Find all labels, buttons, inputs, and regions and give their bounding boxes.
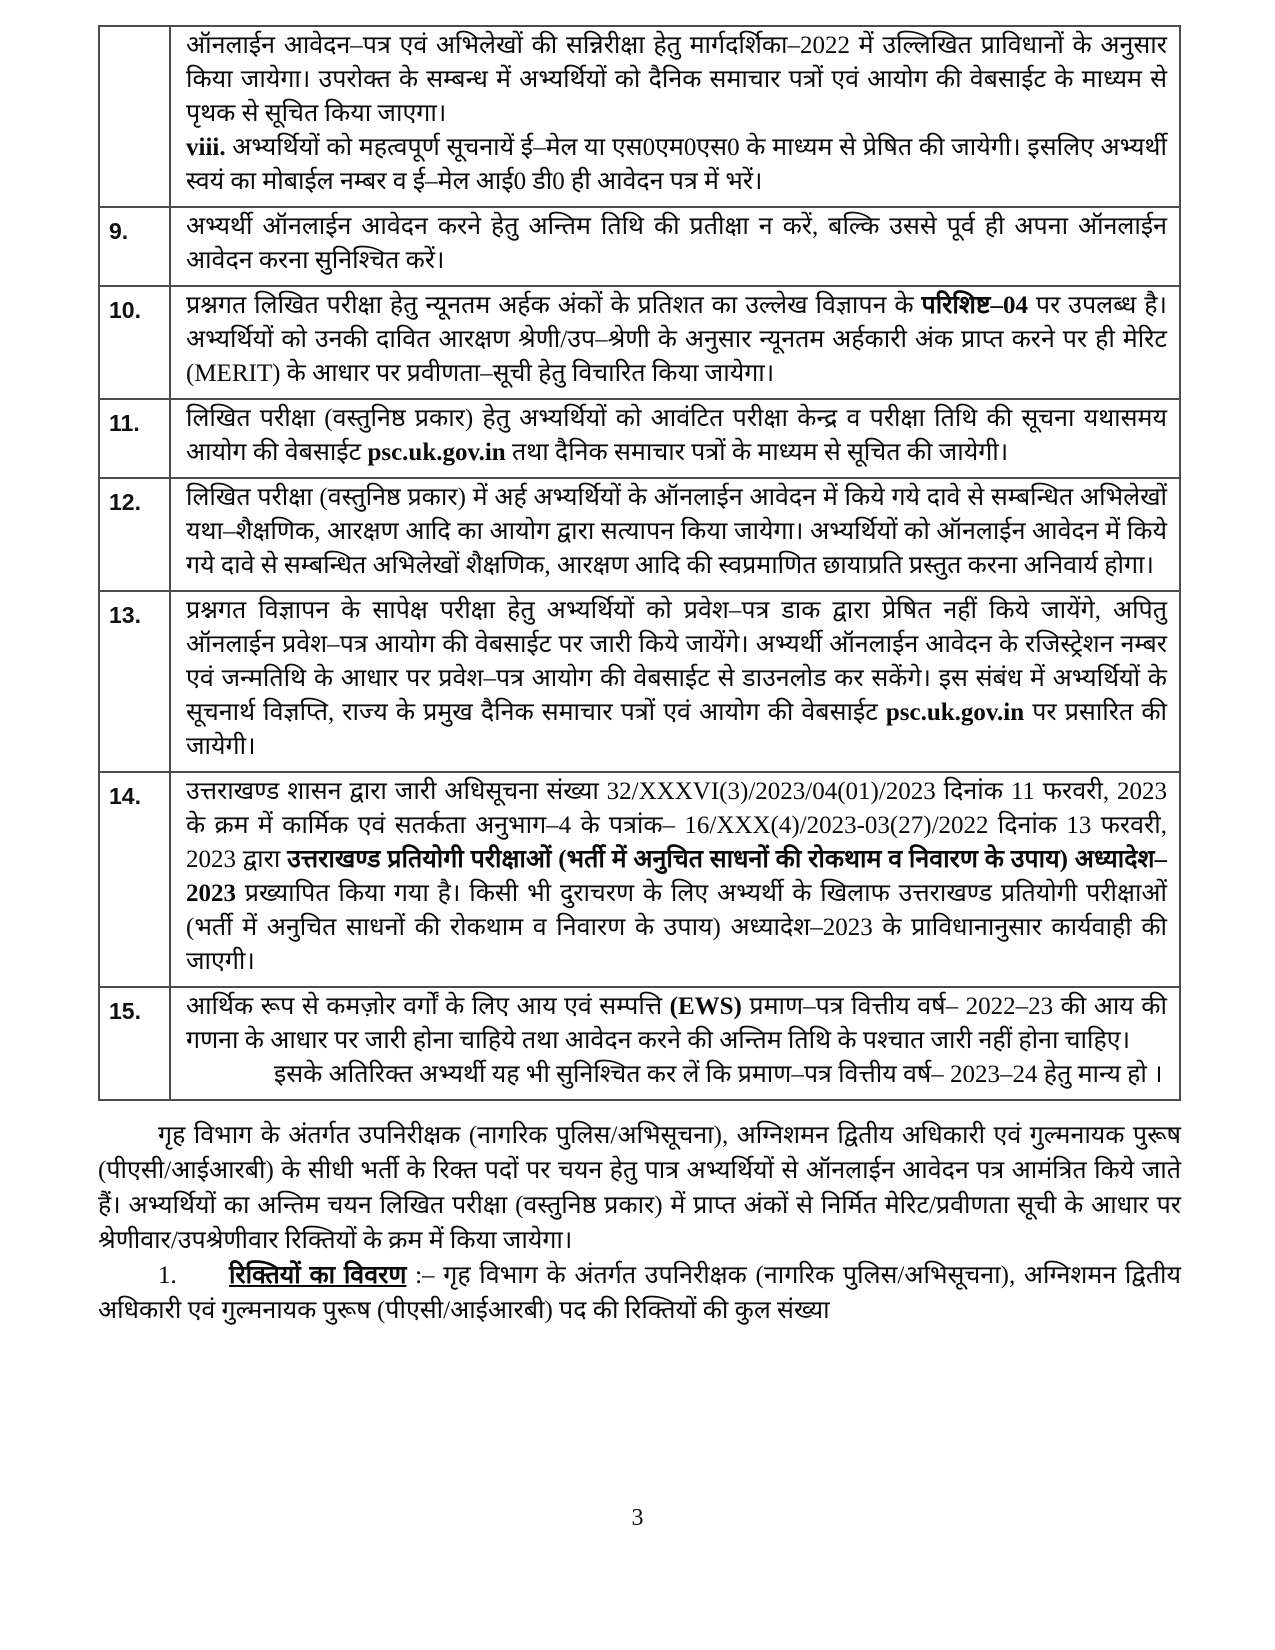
body-paragraph [98, 1258, 1181, 1328]
text-run: प्रश्नगत लिखित परीक्षा हेतु न्यूनतम अर्हक अंकों के प्रतिशत का उल्लेख विज्ञापन के [186, 292, 922, 319]
text-run: लिखित परीक्षा (वस्तुनिष्ठ प्रकार) हेतु अभ्यर्थियों को आवंटित परीक्षा केन्द्र व परीक्षा तिथि की सूचना यथासमय आयोग की वेबसाईट [186, 405, 1167, 466]
text-run: 1. [158, 1262, 229, 1289]
row-content [170, 207, 1180, 286]
text-run: अभ्यर्थियों को महत्वपूर्ण सूचनायें ई–मेल या एस0एम0एस0 के माध्यम से प्रेषित की जायेगी। इसलिए अभ्यर्थी स्वयं का मोबाईल नम्बर व ई–मेल आई0 डी0 ही आवेदन पत्र में भरें। [186, 134, 1167, 195]
row-content [170, 987, 1180, 1100]
row-number: 11. [99, 399, 170, 478]
notice-table-body [99, 26, 1180, 1100]
table-row [99, 478, 1180, 591]
row-number [99, 26, 170, 207]
clause-paragraph [186, 289, 1167, 391]
row-number: 10. [99, 286, 170, 399]
clause-paragraph [186, 481, 1167, 583]
clause-paragraph [186, 594, 1167, 764]
table-row [99, 772, 1180, 987]
text-run: उत्तराखण्ड प्रतियोगी परीक्षाओं (भर्ती में अनुचित साधनों की रोकथाम व निवारण के उपाय) अध्यादेश–2023 [186, 846, 1167, 907]
text-run: प्रख्यापित किया गया है। किसी भी दुराचरण के लिए अभ्यर्थी के खिलाफ उत्तराखण्ड प्रतियोगी परीक्षाओं (भर्ती में अनुचित साधनों की रोकथाम व निवारण के उपाय) अध्यादेश–2023 के प्राविधानानुसार कार्यवाही की जाएगी। [186, 880, 1167, 975]
text-run: अभ्यर्थी ऑनलाईन आवेदन करने हेतु अन्तिम तिथि की प्रतीक्षा न करें, बल्कि उससे पूर्व ही अपना ऑनलाईन आवेदन करना सुनिश्चित करें। [186, 213, 1167, 274]
row-content [170, 591, 1180, 772]
text-run: पर उपलब्ध है। अभ्यर्थियों को उनकी दावित आरक्षण श्रेणी/उप–श्रेणी के अनुसार न्यूनतम अर्हकारी अंक प्राप्त करने पर ही मेरिट (MERIT) के आधार पर प्रवीणता–सूची हेतु विचारित किया जायेगा। [186, 292, 1167, 387]
clause-paragraph [186, 775, 1167, 979]
row-number: 14. [99, 772, 170, 987]
row-content [170, 286, 1180, 399]
clause-paragraph [186, 990, 1167, 1058]
text-run: पर प्रसारित की जायेगी। [186, 699, 1167, 760]
row-content [170, 26, 1180, 207]
clause-paragraph [186, 29, 1167, 131]
text-run: आर्थिक रूप से कमज़ोर वर्गों के लिए आय एवं सम्पत्ति [186, 993, 670, 1020]
body-paragraph [98, 1118, 1181, 1258]
text-run: रिक्तियों का विवरण [228, 1262, 407, 1289]
row-number: 9. [99, 207, 170, 286]
text-run: उत्तराखण्ड शासन द्वारा जारी अधिसूचना संख्या 32/XXXVI(3)/2023/04(01)/2023 दिनांक 11 फरवरी, 2023 के क्रम में कार्मिक एवं सतर्कता अनुभाग–4 के पत्रांक– 16/XXX(4)/2023-03(27)/2022 दिनांक 13 फरवरी, 2023 द्वारा [186, 778, 1167, 873]
text-run: :– गृह विभाग के अंतर्गत उपनिरीक्षक (नागरिक पुलिस/अभिसूचना), अग्निशमन द्वितीय अधिकारी एवं गुल्मनायक पुरूष (पीएसी/आईआरबी) पद की रिक्तियों की कुल संख्या [98, 1262, 1181, 1324]
table-row [99, 399, 1180, 478]
table-row [99, 987, 1180, 1100]
text-run: (EWS) [669, 993, 742, 1020]
clause-paragraph [186, 1058, 1167, 1092]
page-number: 3 [631, 1505, 644, 1531]
row-content [170, 478, 1180, 591]
table-row [99, 286, 1180, 399]
text-run: परिशिष्ट–04 [921, 292, 1028, 319]
clause-paragraph [186, 131, 1167, 199]
clause-paragraph [186, 402, 1167, 470]
row-content [170, 772, 1180, 987]
text-run: लिखित परीक्षा (वस्तुनिष्ठ प्रकार) में अर्ह अभ्यर्थियों के ऑनलाईन आवेदन में किये गये दावे से सम्बन्धित अभिलेखों यथा–शैक्षणिक, आरक्षण आदि का आयोग द्वारा सत्यापन किया जायेगा। अभ्यर्थियों को ऑनलाईन आवेदन में किये गये दावे से सम्बन्धित अभिलेखों शैक्षणिक, आरक्षण आदि की स्वप्रमाणित छायाप्रति प्रस्तुत करना अनिवार्य होगा। [186, 484, 1167, 579]
notice-table [98, 25, 1181, 1101]
table-row [99, 26, 1180, 207]
row-number: 15. [99, 987, 170, 1100]
text-run: psc.uk.gov.in [367, 439, 506, 466]
text-run: प्रमाण–पत्र वित्तीय वर्ष– 2022–23 की आय की गणना के आधार पर जारी होना चाहिये तथा आवेदन करने की अन्तिम तिथि के पश्चात जारी नहीं होना चाहिए। [186, 993, 1167, 1054]
table-row [99, 591, 1180, 772]
text-run: viii. [186, 134, 233, 161]
clause-paragraph [186, 210, 1167, 278]
text-run: प्रश्नगत विज्ञापन के सापेक्ष परीक्षा हेतु अभ्यर्थियों को प्रवेश–पत्र डाक द्वारा प्रेषित नहीं किये जायेंगे, अपितु ऑनलाईन प्रवेश–पत्र आयोग की वेबसाईट पर जारी किये जायेंगे। अभ्यर्थी ऑनलाईन आवेदन के रजिस्ट्रेशन नम्बर एवं जन्मतिथि के आधार पर प्रवेश–पत्र आयोग की वेबसाईट से डाउनलोड कर सकेंगे। इस संबंध में अभ्यर्थियों के सूचनार्थ विज्ञप्ति, राज्य के प्रमुख दैनिक समाचार पत्रों एवं आयोग की वेबसाईट [186, 597, 1167, 726]
text-run: गृह विभाग के अंतर्गत उपनिरीक्षक (नागरिक पुलिस/अभिसूचना), अग्निशमन द्वितीय अधिकारी एवं गुल्मनायक पुरूष (पीएसी/आईआरबी) के सीधी भर्ती के रिक्त पदों पर चयन हेतु पात्र अभ्यर्थियों से ऑनलाईन आवेदन पत्र आमंत्रित किये जाते हैं। अभ्यर्थियों का अन्तिम चयन लिखित परीक्षा (वस्तुनिष्ठ प्रकार) में प्राप्त अंकों से निर्मित मेरिट/प्रवीणता सूची के आधार पर श्रेणीवार/उपश्रेणीवार रिक्तियों के क्रम में किया जायेगा। [98, 1122, 1181, 1254]
table-row [99, 207, 1180, 286]
text-run: तथा दैनिक समाचार पत्रों के माध्यम से सूचित की जायेगी। [505, 439, 1009, 466]
row-number: 13. [99, 591, 170, 772]
row-number: 12. [99, 478, 170, 591]
row-content [170, 399, 1180, 478]
text-run: इसके अतिरिक्त अभ्यर्थी यह भी सुनिश्चित कर लें कि प्रमाण–पत्र वित्तीय वर्ष– 2023–24 हेतु मान्य हो । [274, 1061, 1163, 1088]
body-text-section [98, 1118, 1181, 1328]
text-run: psc.uk.gov.in [885, 699, 1025, 726]
text-run: ऑनलाईन आवेदन–पत्र एवं अभिलेखों की सन्निरीक्षा हेतु मार्गदर्शिका–2022 में उल्लिखित प्राविधानों के अनुसार किया जायेगा। उपरोक्त के सम्बन्ध में अभ्यर्थियों को दैनिक समाचार पत्रों एवं आयोग की वेबसाईट के माध्यम से पृथक से सूचित किया जाएगा। [186, 32, 1167, 127]
